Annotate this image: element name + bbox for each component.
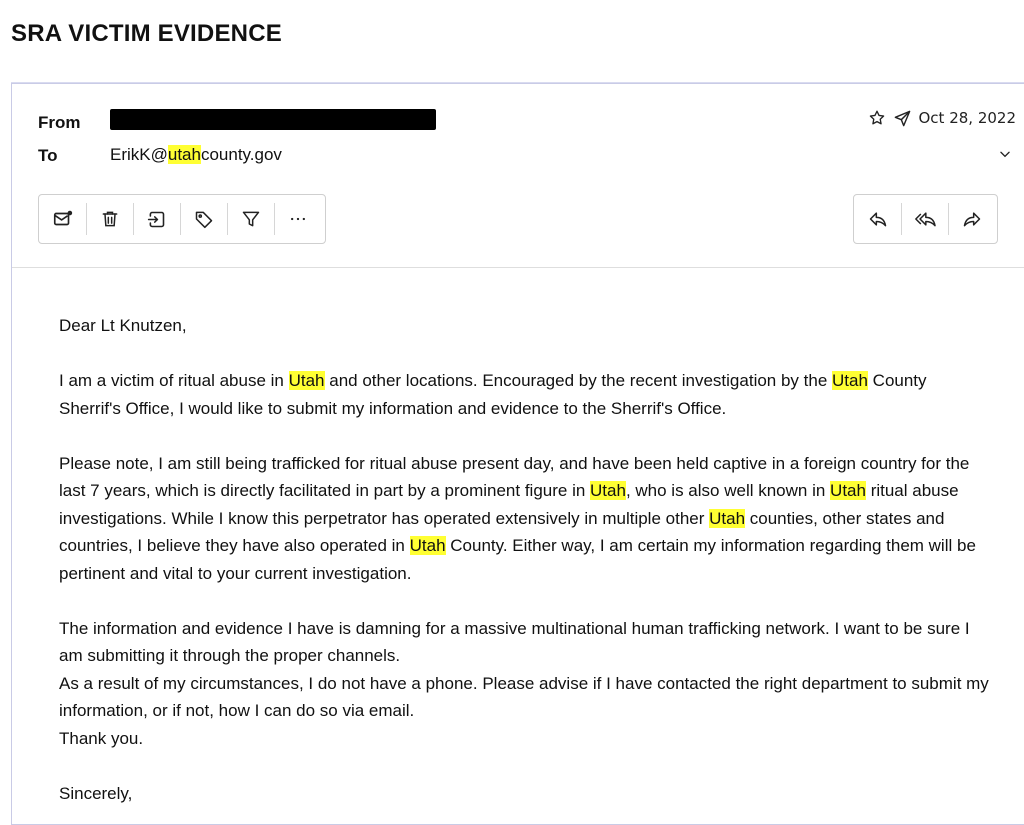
greeting: Dear Lt Knutzen, — [59, 316, 187, 335]
text-run: ritual abuse investigations. While I know this perpetrator has operated extensively in multiple other — [59, 481, 959, 528]
star-icon[interactable] — [867, 108, 887, 128]
message-actions-toolbar — [38, 194, 326, 244]
redacted-sender — [110, 109, 436, 130]
more-button[interactable] — [274, 195, 321, 243]
paragraph-4: As a result of my circumstances, I do not have a phone. Please advise if I have contacted the right department to submit my information, or if not, how I can do so via email. — [59, 673, 989, 720]
search-highlight: Utah — [409, 536, 446, 555]
text-run: I am a victim of ritual abuse in — [59, 371, 289, 390]
from-label: From — [38, 113, 81, 132]
text-run: County Sherrif's Office, I would like to submit my information and evidence to the Sherrif's Office. — [59, 371, 927, 418]
search-highlight: Utah — [832, 371, 868, 390]
search-highlight: Utah — [590, 481, 626, 500]
delete-button[interactable] — [86, 195, 133, 243]
filter-button[interactable] — [227, 195, 274, 243]
reply-actions-toolbar — [853, 194, 998, 244]
forward-icon — [962, 209, 982, 229]
reply-all-icon — [914, 209, 936, 229]
search-highlight: Utah — [830, 481, 866, 500]
label-tag-icon — [194, 209, 214, 229]
move-button[interactable] — [133, 195, 180, 243]
message-body — [59, 312, 989, 807]
reply-all-button[interactable] — [901, 195, 948, 243]
search-highlight: Utah — [288, 371, 325, 390]
to-label: To — [38, 146, 58, 165]
paragraph-3: The information and evidence I have is damning for a massive multinational human trafficking network. I want to be sure I am submitting it through the proper channels. — [59, 618, 970, 665]
text-run: Please note, I am still being trafficked for ritual abuse present day, and have been held captive in a foreign country for the last 7 years, which is directly facilitated in part by a prominent figure in — [59, 453, 970, 500]
thanks-line: Thank you. — [59, 728, 144, 748]
mark-unread-button[interactable] — [39, 195, 86, 243]
message-date: Oct 28, 2022 — [918, 109, 1016, 127]
paragraph-1 — [59, 367, 989, 422]
mark-unread-icon — [52, 208, 74, 230]
more-icon — [288, 209, 308, 229]
reply-button[interactable] — [854, 195, 901, 243]
move-to-icon — [146, 209, 167, 230]
closing: Sincerely, — [59, 783, 133, 803]
text-run: and other locations. Encouraged by the recent investigation by the — [324, 371, 833, 390]
label-button[interactable] — [180, 195, 227, 243]
forward-button[interactable] — [948, 195, 995, 243]
recipient-prefix: ErikK@ — [110, 145, 168, 164]
trash-icon — [100, 209, 120, 229]
paragraph-2 — [59, 450, 989, 588]
search-highlight: utah — [167, 145, 201, 164]
text-run: County. Either way, I am certain my information regarding them will be pertinent and vital to your current investigation. — [59, 536, 976, 583]
text-run: counties, other states and countries, I believe they have also operated in — [59, 508, 945, 555]
recipient-address[interactable] — [110, 145, 282, 165]
text-run: , who is also well known in — [625, 481, 831, 500]
header-divider — [12, 267, 1024, 268]
expand-details-chevron-icon[interactable] — [996, 145, 1014, 163]
sent-icon — [893, 108, 913, 128]
filter-icon — [241, 209, 261, 229]
message-meta — [867, 108, 1017, 128]
email-view — [11, 83, 1024, 825]
search-highlight: Utah — [709, 508, 746, 528]
recipient-suffix: county.gov — [200, 145, 282, 164]
page-title: SRA VICTIM EVIDENCE — [11, 20, 282, 47]
reply-icon — [868, 209, 888, 229]
